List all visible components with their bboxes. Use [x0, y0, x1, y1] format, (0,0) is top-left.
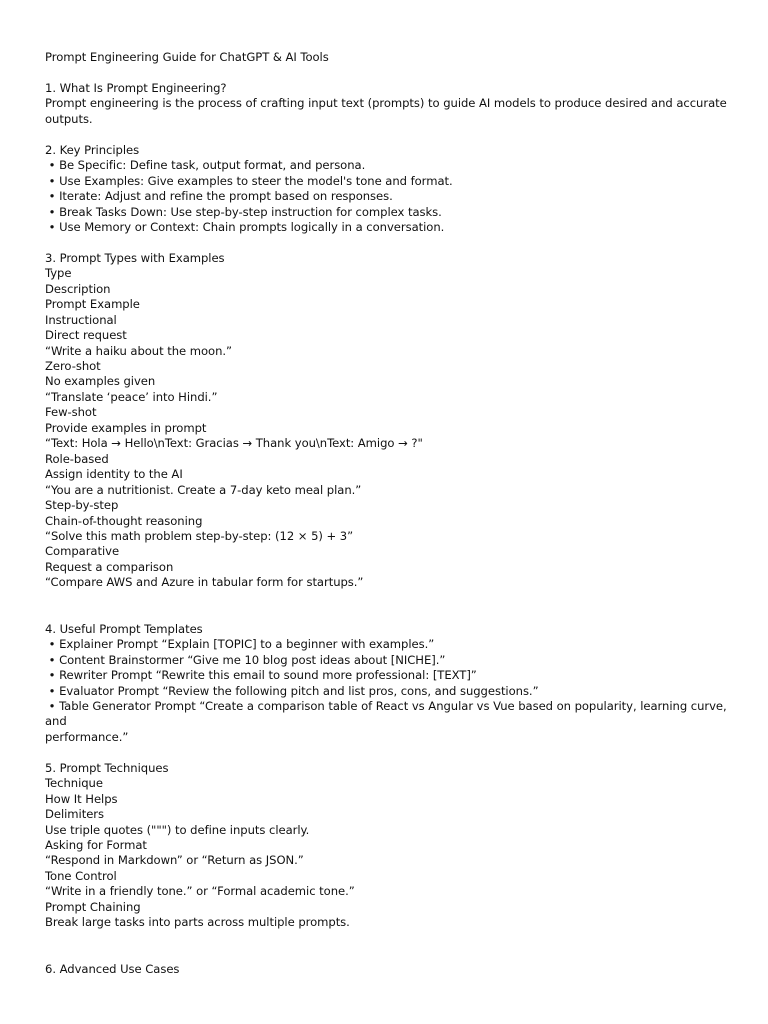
principle-item: • Use Memory or Context: Chain prompts logically in a conversation. — [45, 219, 445, 234]
table-cell: “Solve this math problem step-by-step: (12 × 5) + 3” — [45, 529, 354, 543]
table-cell: “Respond in Markdown” or “Return as JSON.” — [45, 853, 304, 868]
table-cell: Few-shot — [45, 405, 97, 420]
document-page — [45, 50, 735, 977]
table-cell: Chain-of-thought reasoning — [45, 513, 203, 528]
section-1-body-line: Prompt engineering is the process of crafting input text (prompts) to guide AI models to produce desired and accurate — [45, 96, 727, 111]
table-cell: “Write in a friendly tone.” or “Formal academic tone.” — [45, 884, 355, 899]
table-header-cell: Prompt Example — [45, 297, 140, 312]
table-cell: Direct request — [45, 328, 127, 343]
section-2-heading: 2. Key Principles — [45, 142, 140, 157]
section-1-heading: 1. What Is Prompt Engineering? — [45, 80, 227, 95]
table-cell: Step-by-step — [45, 498, 119, 513]
template-item: • Evaluator Prompt “Review the following pitch and list pros, cons, and suggestions.” — [45, 683, 539, 698]
spacer — [45, 591, 735, 622]
table-header-cell: Description — [45, 281, 111, 296]
table-header-cell: Technique — [45, 776, 103, 791]
section-1-body-line: outputs. — [45, 111, 93, 126]
table-cell: Tone Control — [45, 868, 117, 883]
template-item: • Explainer Prompt “Explain [TOPIC] to a beginner with examples.” — [45, 637, 435, 652]
table-cell: Instructional — [45, 312, 117, 327]
table-cell: “Text: Hola → Hello\nText: Gracias → Thank you\nText: Amigo → ?" — [45, 436, 423, 451]
principle-item: • Use Examples: Give examples to steer the model's tone and format. — [45, 173, 453, 188]
spacer — [45, 745, 735, 760]
table-header-cell: How It Helps — [45, 791, 118, 806]
table-cell: “Translate ‘peace’ into Hindi.” — [45, 389, 218, 404]
template-item: • Table Generator Prompt “Create a comparison table of React vs Angular vs Vue based on popularity, learning curve, and — [45, 698, 731, 729]
document-title: Prompt Engineering Guide for ChatGPT & AI Tools — [45, 50, 329, 64]
principle-item: • Iterate: Adjust and refine the prompt based on responses. — [45, 189, 393, 204]
table-cell: No examples given — [45, 374, 156, 389]
table-cell: Request a comparison — [45, 559, 174, 574]
table-cell: Comparative — [45, 544, 120, 559]
table-cell: Zero-shot — [45, 359, 101, 374]
table-cell: Assign identity to the AI — [45, 467, 183, 482]
table-cell: Provide examples in prompt — [45, 420, 207, 435]
spacer — [45, 931, 735, 962]
table-cell: Role-based — [45, 451, 109, 466]
table-cell: “Compare AWS and Azure in tabular form for startups.” — [45, 575, 364, 590]
section-4-heading: 4. Useful Prompt Templates — [45, 621, 203, 636]
template-item: • Content Brainstormer “Give me 10 blog post ideas about [NICHE].” — [45, 652, 446, 667]
principle-item: • Be Specific: Define task, output format, and persona. — [45, 158, 366, 173]
table-cell: Delimiters — [45, 807, 105, 822]
table-cell: Use triple quotes (""") to define inputs clearly. — [45, 822, 310, 837]
table-cell: “Write a haiku about the moon.” — [45, 343, 232, 358]
section-5-heading: 5. Prompt Techniques — [45, 760, 169, 775]
template-item: • Rewriter Prompt “Rewrite this email to sound more professional: [TEXT]” — [45, 668, 477, 683]
principle-item: • Break Tasks Down: Use step-by-step instruction for complex tasks. — [45, 204, 442, 219]
table-cell: “You are a nutritionist. Create a 7-day keto meal plan.” — [45, 482, 362, 497]
table-cell: Break large tasks into parts across multiple prompts. — [45, 915, 350, 930]
table-cell: Prompt Chaining — [45, 899, 141, 914]
spacer — [45, 127, 735, 142]
section-3-heading: 3. Prompt Types with Examples — [45, 250, 225, 265]
template-item: performance.” — [45, 729, 129, 744]
spacer — [45, 65, 735, 80]
section-6-heading: 6. Advanced Use Cases — [45, 961, 180, 976]
spacer — [45, 235, 735, 250]
table-header-cell: Type — [45, 266, 72, 281]
table-cell: Asking for Format — [45, 838, 147, 853]
